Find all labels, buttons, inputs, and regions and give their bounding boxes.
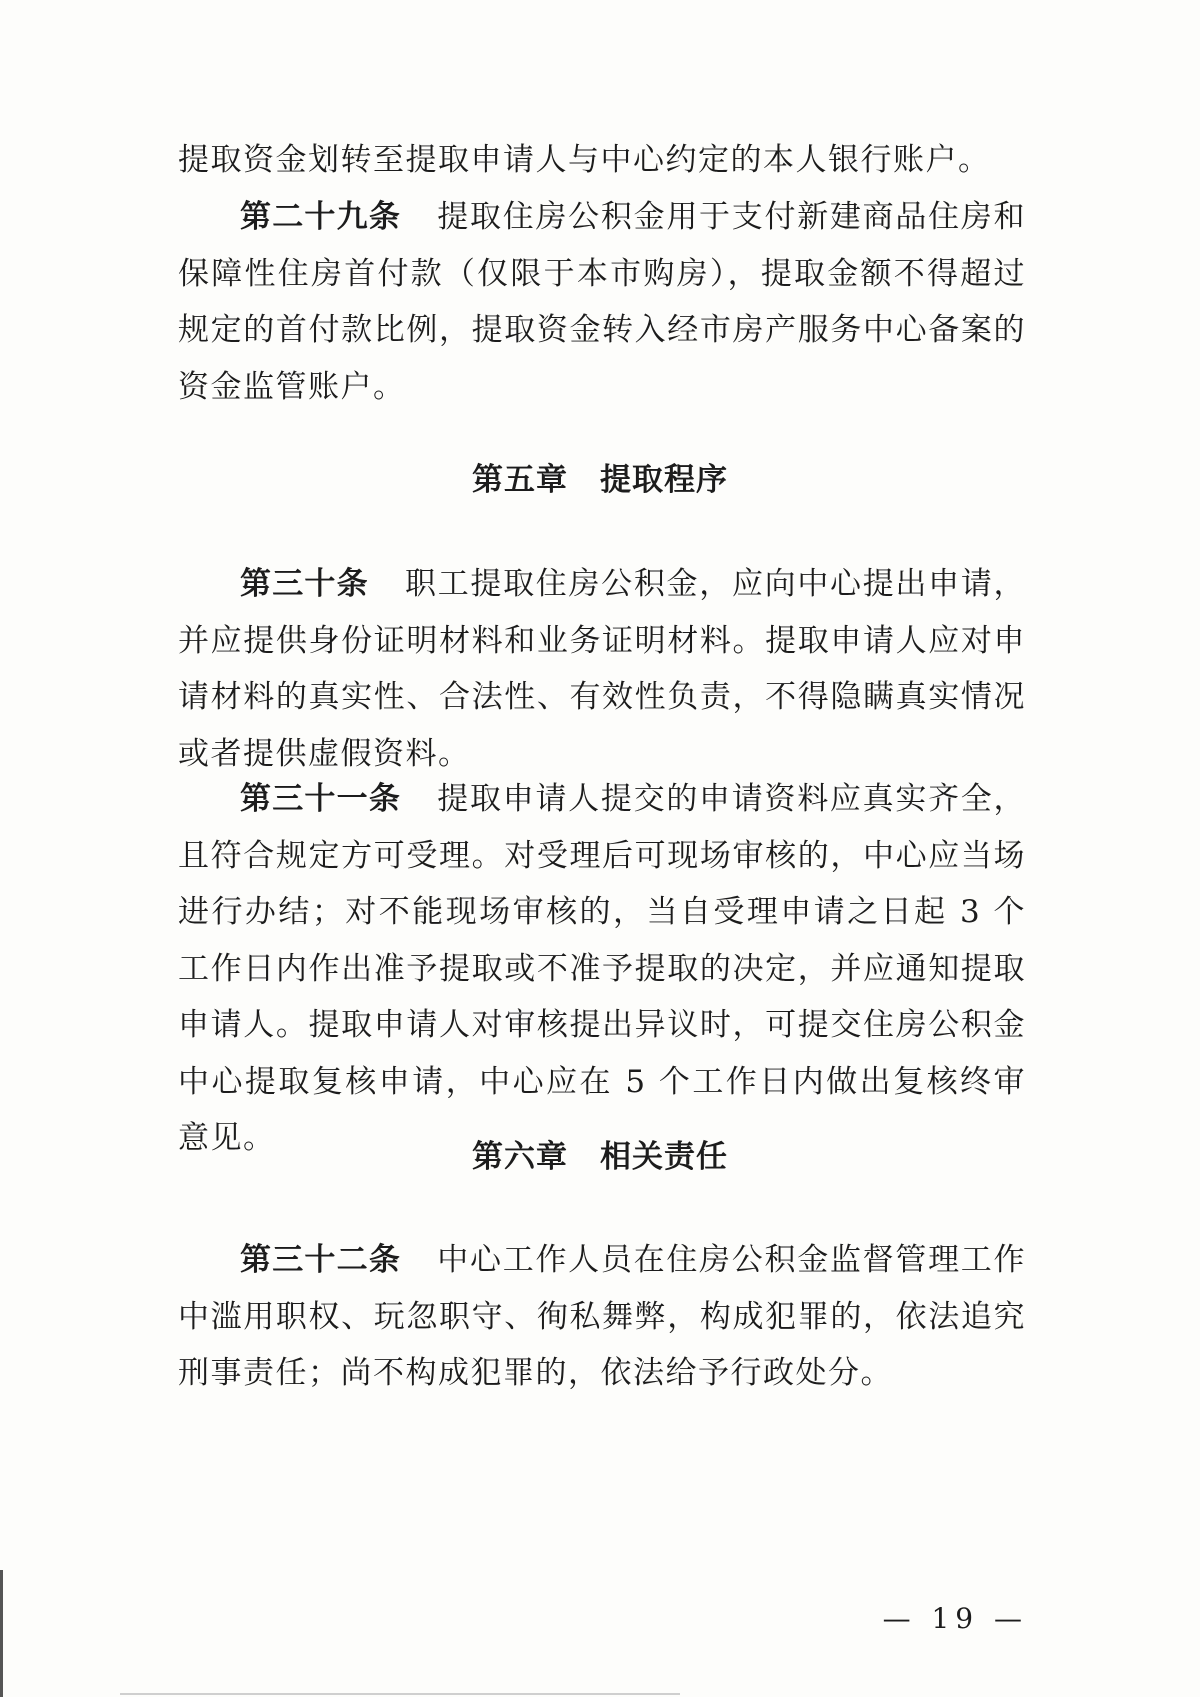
article-text: 中心工作人员在住房公积金监督管理工作中滥用职权、玩忽职守、徇私舞弊，构成犯罪的，依法追究刑事责任；尚不构成犯罪的，依法给予行政处分。 — [178, 1242, 1027, 1391]
article-number: 第三十条 — [240, 566, 369, 602]
article-number: 第三十一条 — [240, 781, 402, 817]
chapter-heading-5 — [0, 454, 1200, 499]
article-number: 第二十九条 — [240, 199, 402, 235]
paragraph-article-30 — [178, 556, 1026, 782]
article-text: 职工提取住房公积金，应向中心提出申请，并应提供身份证明材料和业务证明材料。提取申请人应对申请材料的真实性、合法性、有效性负责，不得隐瞒真实情况或者提供虚假资料。 — [178, 566, 1027, 772]
article-number: 第三十二条 — [240, 1242, 402, 1278]
chapter-number: 第五章 — [472, 462, 568, 498]
page-number: — 19 — — [882, 1602, 1028, 1635]
paragraph-article-28-continuation: 提取资金划转至提取申请人与中心约定的本人银行账户。 — [178, 142, 991, 178]
chapter-heading-6 — [0, 1131, 1200, 1176]
scan-bottom-line — [120, 1693, 680, 1695]
chapter-title: 相关责任 — [600, 1139, 728, 1175]
paragraph-article-32 — [178, 1232, 1026, 1402]
article-text: 提取申请人提交的申请资料应真实齐全，且符合规定方可受理。对受理后可现场审核的，中心应当场进行办结；对不能现场审核的，当自受理申请之日起 3 个工作日内作出准予提取或不准予提取的决定，并应通知提取申请人。提取申请人对审核提出异议时，可提交住房公积金中心提取复核申请，中心应在 5 个工作日内做出复核终审意见。 — [178, 781, 1027, 1156]
chapter-number: 第六章 — [472, 1139, 568, 1175]
article-text: 提取住房公积金用于支付新建商品住房和保障性住房首付款（仅限于本市购房），提取金额不得超过规定的首付款比例，提取资金转入经市房产服务中心备案的资金监管账户。 — [178, 199, 1027, 405]
paragraph-article-29 — [178, 189, 1026, 415]
scan-edge-line — [0, 1570, 3, 1697]
chapter-title: 提取程序 — [600, 462, 728, 498]
paragraph-article-31 — [178, 771, 1026, 1167]
